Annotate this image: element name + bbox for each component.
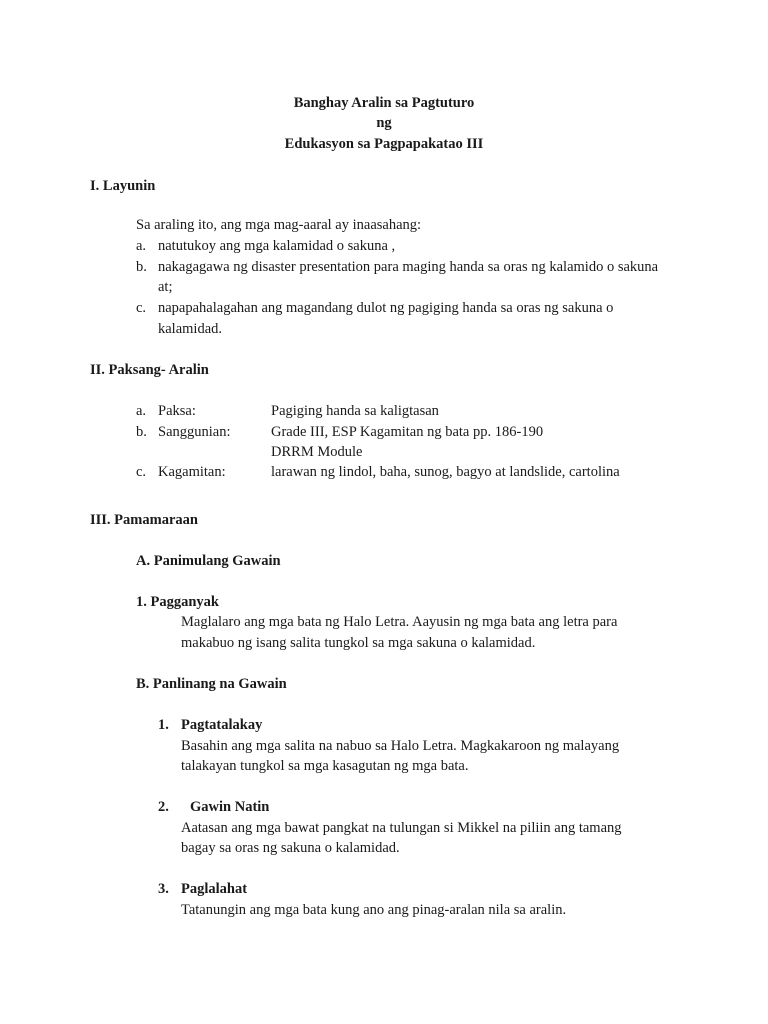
step-number: 1.	[158, 717, 169, 733]
document-title-line-1: Banghay Aralin sa Pagtuturo	[293, 95, 475, 111]
sanggunian-marker: b.	[136, 424, 147, 440]
section-heading-pamamaraan: III. Pamamaraan	[90, 512, 198, 528]
layunin-item-text: nakagagawa ng disaster presentation para maging handa sa oras ng kalamido o sakuna	[158, 259, 659, 275]
subsection-heading-panlinang-na-gawain: B. Panlinang na Gawain	[136, 676, 287, 692]
step-heading-gawin-natin: Gawin Natin	[190, 799, 270, 815]
section-heading-layunin: I. Layunin	[90, 178, 156, 194]
layunin-item-text: kalamidad.	[158, 321, 223, 337]
layunin-item-marker: b.	[136, 259, 147, 275]
paksa-label: Paksa:	[158, 403, 196, 419]
step-text: Maglalaro ang mga bata ng Halo Letra. Aayusin ng mga bata ang letra para	[181, 614, 618, 630]
kagamitan-label: Kagamitan:	[158, 464, 226, 480]
layunin-item-marker: c.	[136, 300, 147, 316]
section-heading-paksang-aralin: II. Paksang- Aralin	[90, 362, 209, 378]
step-text: Tatanungin ang mga bata kung ano ang pinag-aralan nila sa aralin.	[181, 902, 567, 918]
step-text: Aatasan ang mga bawat pangkat na tulungan si Mikkel na piliin ang tamang	[181, 820, 622, 836]
document-title-line-3: Edukasyon sa Pagpapakatao III	[284, 136, 484, 152]
layunin-item-text: at;	[158, 279, 173, 295]
step-number: 2.	[158, 799, 169, 815]
layunin-intro: Sa araling ito, ang mga mag-aaral ay inaasahang:	[136, 217, 422, 233]
step-text: talakayan tungkol sa mga kasagutan ng mga bata.	[181, 758, 469, 774]
step-heading-paglalahat: Paglalahat	[181, 881, 248, 897]
layunin-item-text: natutukoy ang mga kalamidad o sakuna ,	[158, 238, 396, 254]
sanggunian-value: DRRM Module	[271, 444, 363, 460]
sanggunian-label: Sanggunian:	[158, 424, 231, 440]
step-heading-pagganyak: 1. Pagganyak	[136, 594, 219, 610]
step-text: bagay sa oras ng sakuna o kalamidad.	[181, 840, 400, 856]
sanggunian-value: Grade III, ESP Kagamitan ng bata pp. 186-190	[271, 424, 544, 440]
step-text: makabuo ng isang salita tungkol sa mga sakuna o kalamidad.	[181, 635, 536, 651]
subsection-heading-panimulang-gawain: A. Panimulang Gawain	[136, 553, 281, 569]
step-heading-pagtatalakay: Pagtatalakay	[181, 717, 263, 733]
paksa-marker: a.	[136, 403, 147, 419]
kagamitan-marker: c.	[136, 464, 147, 480]
paksa-value: Pagiging handa sa kaligtasan	[271, 403, 439, 419]
layunin-item-marker: a.	[136, 238, 147, 254]
document-title-line-2: ng	[376, 115, 392, 131]
step-number: 3.	[158, 881, 169, 897]
layunin-item-text: napapahalagahan ang magandang dulot ng pagiging handa sa oras ng sakuna o	[158, 300, 614, 316]
step-text: Basahin ang mga salita na nabuo sa Halo Letra. Magkakaroon ng malayang	[181, 738, 620, 754]
kagamitan-value: larawan ng lindol, baha, sunog, bagyo at landslide, cartolina	[271, 464, 620, 480]
